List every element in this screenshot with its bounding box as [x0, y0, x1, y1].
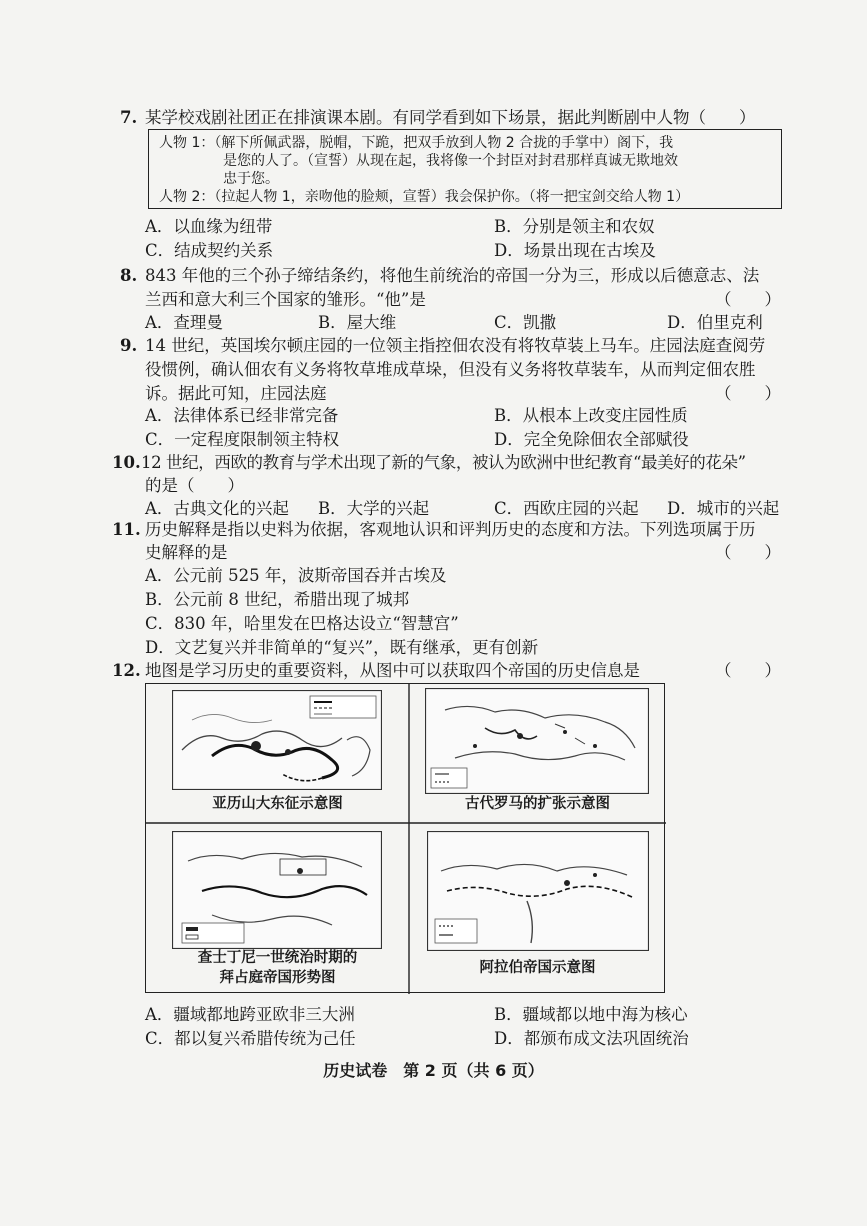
question-11-answer-paren: （ ） — [715, 543, 781, 562]
question-8-option-c: C．凯撒 — [494, 313, 557, 332]
scene-line-3: 忠于您。 — [223, 171, 279, 187]
map-arab-cell — [409, 823, 666, 994]
question-9-answer-paren: （ ） — [715, 384, 781, 403]
question-9-stem-1: 14 世纪，英国埃尔顿庄园的一位领主指控佃农没有将牧草装上马车。庄园法庭查阅劳 — [145, 336, 766, 355]
question-7-option-d: D．场景出现在古埃及 — [494, 241, 656, 260]
question-7-option-c: C．结成契约关系 — [145, 241, 274, 260]
question-10-option-c: C．西欧庄园的兴起 — [494, 499, 639, 518]
question-10-stem-2: 的是（ ） — [145, 476, 244, 495]
question-8-stem-1: 843 年他的三个孙子缔结条约，将他生前统治的帝国一分为三，形成以后德意志、法 — [145, 266, 760, 285]
question-8-answer-paren: （ ） — [715, 290, 781, 309]
question-7-option-a: A．以血缘为纽带 — [145, 217, 273, 236]
question-9-number: 9. — [120, 336, 138, 355]
question-7-number: 7. — [120, 108, 138, 127]
question-7-stem: 某学校戏剧社团正在排演课本剧。有同学看到如下场景，据此判断剧中人物（ ） — [145, 108, 756, 127]
map-byzantine-image — [172, 831, 382, 949]
question-10-option-d: D．城市的兴起 — [667, 499, 780, 518]
question-12-option-d: D．都颁布成文法巩固统治 — [494, 1029, 689, 1048]
map-arab-caption: 阿拉伯帝国示意图 — [479, 960, 596, 976]
question-8-number: 8. — [120, 266, 138, 285]
question-9-stem-2: 役惯例，确认佃农有义务将牧草堆成草垛，但没有义务将牧草装车，从而判定佃农胜 — [145, 360, 756, 379]
question-9-option-d: D．完全免除佃农全部赋役 — [494, 430, 689, 449]
question-12-option-c: C．都以复兴希腊传统为己任 — [145, 1029, 356, 1048]
question-11-option-c: C．830 年，哈里发在巴格达设立“智慧宫” — [145, 614, 459, 633]
map-rome-caption: 古代罗马的扩张示意图 — [465, 796, 610, 812]
question-11-option-d: D．文艺复兴并非简单的“复兴”，既有继承，更有创新 — [145, 638, 539, 657]
question-10-number: 10. — [112, 453, 141, 472]
map-alexander-cell — [146, 684, 409, 823]
map-byzantine-caption-1: 查士丁尼一世统治时期的 — [197, 950, 358, 966]
map-rome-image — [425, 688, 649, 794]
map-arab-image — [427, 831, 649, 951]
question-12-number: 12. — [112, 661, 141, 680]
question-8-option-d: D．伯里克利 — [667, 313, 763, 332]
question-12-option-a: A．疆域都地跨亚欧非三大洲 — [145, 1005, 355, 1024]
map-byzantine-cell — [146, 823, 409, 994]
question-8-option-a: A．查理曼 — [145, 313, 223, 332]
question-9-option-a: A．法律体系已经非常完备 — [145, 406, 339, 425]
question-10-stem-1: 12 世纪，西欧的教育与学术出现了新的气象，被认为欧洲中世纪教育“最美好的花朵” — [141, 453, 746, 472]
question-11-option-a: A．公元前 525 年，波斯帝国吞并古埃及 — [145, 566, 447, 585]
question-10-option-a: A．古典文化的兴起 — [145, 499, 289, 518]
scene-line-1: 人物 1：（解下所佩武器，脱帽，下跪，把双手放到人物 2 合拢的手掌中）阁下，我 — [159, 135, 674, 151]
question-11-stem-2: 史解释的是 — [145, 543, 228, 562]
map-rome-cell — [409, 684, 666, 823]
question-11-number: 11. — [112, 520, 141, 539]
question-12-stem: 地图是学习历史的重要资料，从图中可以获取四个帝国的历史信息是 — [145, 661, 640, 680]
question-8-stem-2: 兰西和意大利三个国家的雏形。“他”是 — [145, 290, 426, 309]
question-11-option-b: B．公元前 8 世纪，希腊出现了城邦 — [145, 590, 410, 609]
scene-line-2: 是您的人了。（宣誓）从现在起，我将像一个封臣对封君那样真诚无欺地效 — [223, 153, 678, 169]
scene-line-4: 人物 2：（拉起人物 1，亲吻他的脸颊，宣誓）我会保护你。（将一把宝剑交给人物 1） — [159, 189, 690, 205]
question-8-option-b: B．屋大维 — [318, 313, 397, 332]
map-alexander-caption: 亚历山大东征示意图 — [212, 796, 343, 812]
map-grid — [145, 683, 665, 993]
map-alexander-image — [172, 690, 382, 790]
question-7-scene-box — [148, 129, 782, 209]
question-9-stem-3: 诉。据此可知，庄园法庭 — [145, 384, 327, 403]
map-byzantine-caption-2: 拜占庭帝国形势图 — [219, 970, 336, 986]
question-12-option-b: B．疆域都以地中海为核心 — [494, 1005, 688, 1024]
question-11-stem-1: 历史解释是指以史料为依据，客观地认识和评判历史的态度和方法。下列选项属于历 — [145, 520, 756, 539]
question-9-option-b: B．从根本上改变庄园性质 — [494, 406, 688, 425]
question-12-answer-paren: （ ） — [715, 661, 781, 680]
question-9-option-c: C．一定程度限制领主特权 — [145, 430, 340, 449]
question-10-option-b: B．大学的兴起 — [318, 499, 430, 518]
page-footer: 历史试卷 第 2 页（共 6 页） — [323, 1061, 544, 1080]
question-7-option-b: B．分别是领主和农奴 — [494, 217, 655, 236]
